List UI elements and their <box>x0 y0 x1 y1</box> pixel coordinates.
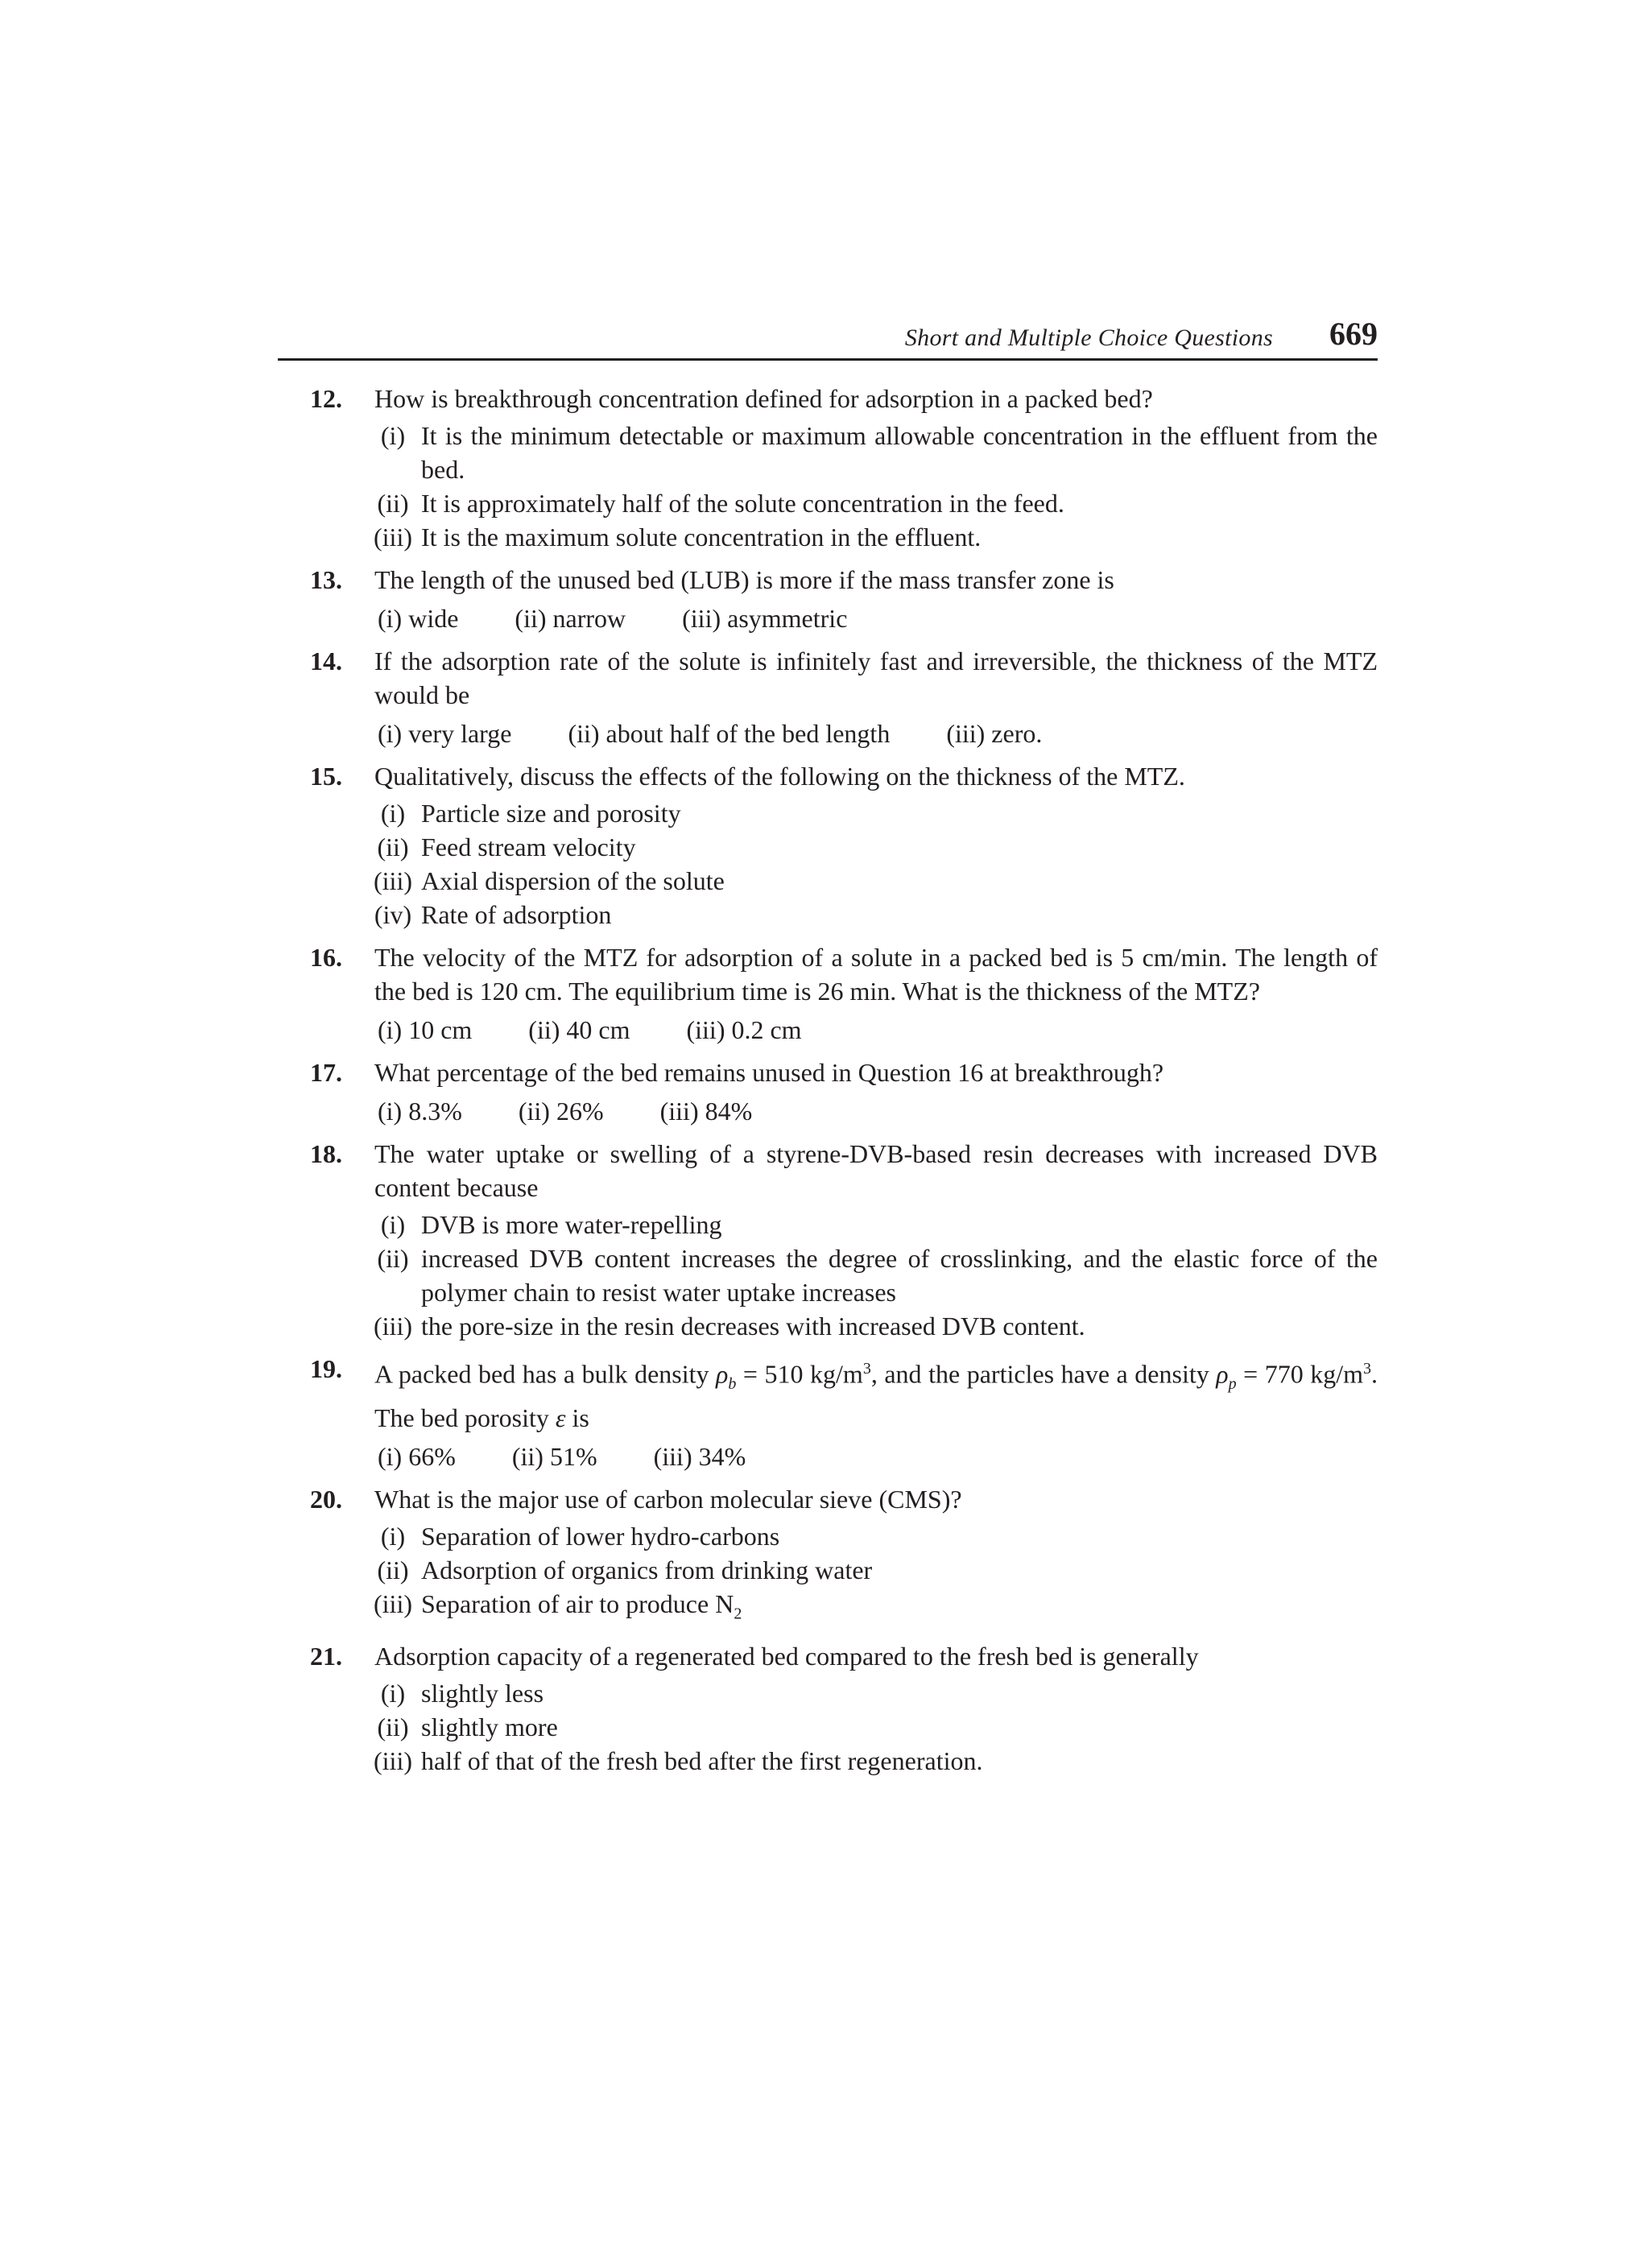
option-item <box>374 1553 1378 1587</box>
option-label: (i) <box>380 421 406 450</box>
option-item <box>374 1309 1378 1343</box>
inline-option-list <box>378 601 1378 635</box>
inline-option: (iii) asymmetric <box>682 604 848 633</box>
option-text: Particle size and porosity <box>421 799 681 828</box>
question-number: 19. <box>310 1354 342 1383</box>
option-text: It is approximately half of the solute concentration in the feed. <box>421 489 1064 518</box>
question-15 <box>278 759 1378 932</box>
option-text: Feed stream velocity <box>421 832 636 861</box>
option-label: (i) <box>380 1679 406 1708</box>
option-item <box>374 520 1378 554</box>
option-text: It is the minimum detectable or maximum allowable concentration in the effluent from the bed. <box>421 421 1378 484</box>
option-list <box>374 1519 1378 1630</box>
page-header <box>278 310 1378 361</box>
option-text: slightly less <box>421 1679 544 1708</box>
question-number: 17. <box>310 1058 342 1087</box>
inline-option: (iii) zero. <box>946 719 1043 748</box>
question-text: What is the major use of carbon molecular sieve (CMS)? <box>374 1485 962 1514</box>
option-item <box>374 486 1378 520</box>
epsilon-symbol: ε <box>555 1403 566 1433</box>
option-label: (i) <box>380 799 406 828</box>
option-item <box>374 898 1378 932</box>
question-13 <box>278 563 1378 635</box>
option-list <box>374 419 1378 554</box>
option-text: DVB is more water-repelling <box>421 1210 722 1239</box>
inline-option: (ii) about half of the bed length <box>568 719 891 748</box>
option-text: slightly more <box>421 1712 558 1742</box>
question-text: The velocity of the MTZ for adsorption of a solute in a packed bed is 5 cm/min. The length of the bed is 120 cm. The equilibrium time is 26 min. What is the thickness of the MTZ? <box>374 943 1378 1006</box>
question-20 <box>278 1482 1378 1630</box>
inline-option: (ii) narrow <box>515 604 626 633</box>
inline-option-list <box>378 1440 1378 1473</box>
option-label: (iii) <box>374 866 412 895</box>
question-16 <box>278 940 1378 1047</box>
question-text: Qualitatively, discuss the effects of the following on the thickness of the MTZ. <box>374 762 1185 791</box>
question-number: 18. <box>310 1139 342 1168</box>
rho-symbol: ρ <box>1216 1359 1229 1389</box>
question-text: If the adsorption rate of the solute is infinitely fast and irreversible, the thickness of the MTZ would be <box>374 647 1378 709</box>
question-21 <box>278 1639 1378 1778</box>
option-item <box>374 1519 1378 1553</box>
question-text: Adsorption capacity of a regenerated bed compared to the fresh bed is generally <box>374 1642 1199 1671</box>
option-text: It is the maximum solute concentration in the effluent. <box>421 523 982 552</box>
question-list <box>278 382 1378 1787</box>
inline-option: (ii) 40 cm <box>528 1015 630 1044</box>
option-label: (iv) <box>374 900 412 929</box>
inline-option: (iii) 34% <box>653 1442 746 1472</box>
inline-option: (ii) 26% <box>518 1097 604 1126</box>
inline-option: (ii) 51% <box>511 1442 597 1472</box>
question-number: 15. <box>310 762 342 791</box>
question-text: How is breakthrough concentration defined for adsorption in a packed bed? <box>374 384 1153 413</box>
question-number: 12. <box>310 384 342 413</box>
option-label: (ii) <box>377 489 409 518</box>
inline-option-list <box>378 717 1378 750</box>
option-label: (ii) <box>377 1555 409 1585</box>
option-label: (iii) <box>374 1746 412 1776</box>
running-head: Short and Multiple Choice Questions <box>904 324 1273 351</box>
inline-option: (i) 10 cm <box>378 1015 473 1044</box>
page-number: 669 <box>1329 316 1378 352</box>
question-number: 21. <box>310 1642 342 1671</box>
option-item <box>374 864 1378 898</box>
option-item <box>374 1241 1378 1309</box>
question-text: A packed bed has a bulk density $\rho_b = 510$ $kg/m^3$, and the particles have a density $\rho_p = 770$ $kg/m^3$. The bed porosity ε is <box>374 1359 1378 1433</box>
question-text: What percentage of the bed remains unused in Question 16 at breakthrough? <box>374 1058 1164 1087</box>
option-text: Rate of adsorption <box>421 900 612 929</box>
question-14 <box>278 644 1378 750</box>
option-label: (i) <box>380 1210 406 1239</box>
option-list <box>374 1208 1378 1343</box>
question-12 <box>278 382 1378 554</box>
inline-option: (i) 66% <box>378 1442 456 1472</box>
option-item <box>374 830 1378 864</box>
question-17 <box>278 1056 1378 1128</box>
question-number: 16. <box>310 943 342 972</box>
option-label: (iii) <box>374 523 412 552</box>
option-text: Axial dispersion of the solute <box>421 866 725 895</box>
inline-option: (i) wide <box>378 604 459 633</box>
option-text: Separation of air to produce $N_2$ <box>421 1589 742 1623</box>
inline-option: (iii) 0.2 cm <box>686 1015 802 1044</box>
inline-option-list <box>378 1094 1378 1128</box>
option-text: increased DVB content increases the degree of crosslinking, and the elastic force of the polymer chain to resist water uptake increases <box>421 1244 1378 1307</box>
option-item <box>374 1208 1378 1241</box>
option-label: (ii) <box>377 832 409 861</box>
option-label: (iii) <box>374 1589 412 1619</box>
option-item <box>374 1744 1378 1778</box>
option-label: (ii) <box>377 1244 409 1273</box>
option-label: (iii) <box>374 1312 412 1341</box>
inline-option: (iii) 84% <box>659 1097 753 1126</box>
question-18 <box>278 1137 1378 1343</box>
option-item <box>374 796 1378 830</box>
inline-option: (i) very large <box>378 719 512 748</box>
option-label: (ii) <box>377 1712 409 1742</box>
question-number: 13. <box>310 565 342 594</box>
option-text: half of that of the fresh bed after the first regeneration. <box>421 1746 983 1776</box>
question-text: The length of the unused bed (LUB) is more if the mass transfer zone is <box>374 565 1114 594</box>
option-item <box>374 1676 1378 1710</box>
question-text: The water uptake or swelling of a styrene-DVB-based resin decreases with increased DVB content because <box>374 1139 1378 1202</box>
inline-option-list <box>378 1013 1378 1047</box>
question-19 <box>278 1352 1378 1473</box>
rho-symbol: ρ <box>716 1359 729 1389</box>
option-text: Adsorption of organics from drinking water <box>421 1555 873 1585</box>
option-item <box>374 1587 1378 1630</box>
option-item <box>374 1710 1378 1744</box>
inline-option: (i) 8.3% <box>378 1097 462 1126</box>
question-number: 14. <box>310 647 342 675</box>
option-list <box>374 796 1378 932</box>
option-item <box>374 419 1378 486</box>
option-text: Separation of lower hydro-carbons <box>421 1522 780 1551</box>
option-label: (i) <box>380 1522 406 1551</box>
option-text: the pore-size in the resin decreases with increased DVB content. <box>421 1312 1085 1341</box>
question-number: 20. <box>310 1485 342 1514</box>
option-list <box>374 1676 1378 1778</box>
